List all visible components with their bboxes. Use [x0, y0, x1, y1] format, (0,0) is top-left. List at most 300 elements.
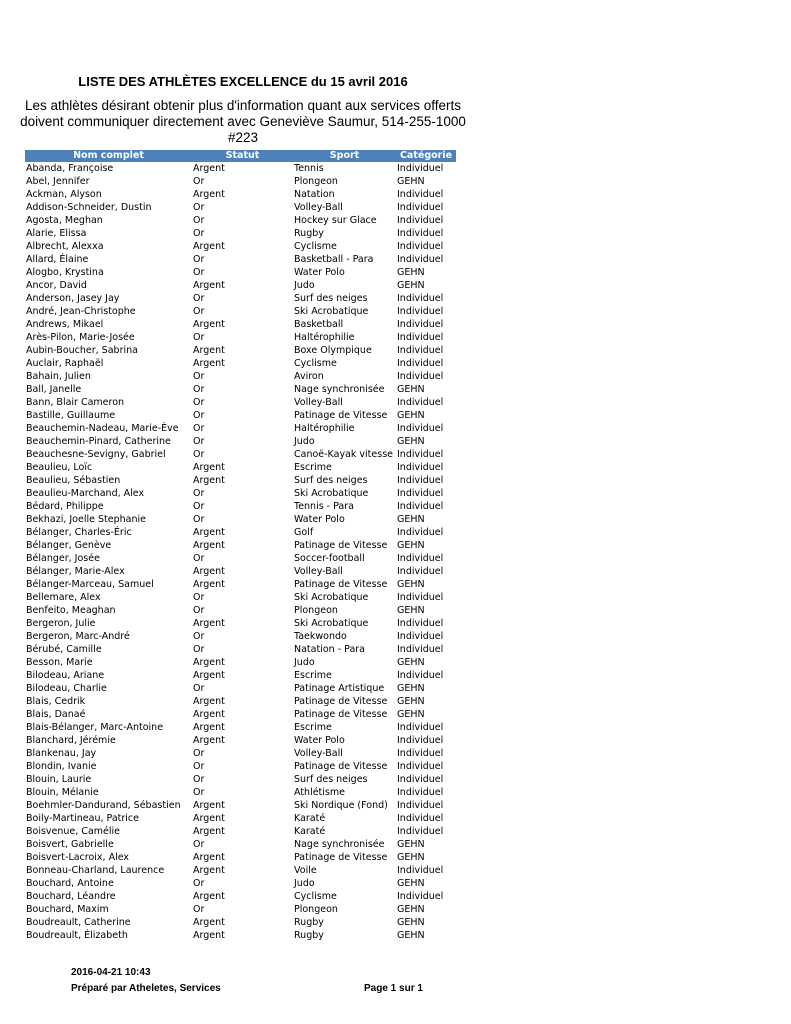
cell-categorie: GEHN — [397, 878, 425, 889]
table-row — [25, 526, 456, 539]
cell-nom-complet: Ball, Janelle — [26, 384, 82, 395]
cell-categorie: Individuel — [397, 202, 444, 213]
cell-sport: Surf des neiges — [294, 475, 368, 486]
cell-statut: Argent — [193, 865, 225, 876]
cell-categorie: GEHN — [397, 280, 425, 291]
cell-nom-complet: Bédard, Philippe — [26, 501, 104, 512]
cell-statut: Or — [193, 332, 205, 343]
cell-nom-complet: Beauchemin-Pinard, Catherine — [26, 436, 171, 447]
cell-categorie: GEHN — [397, 930, 425, 941]
table-row — [25, 318, 456, 331]
table-row — [25, 292, 456, 305]
cell-nom-complet: Arès-Pilon, Marie-Josée — [26, 332, 135, 343]
cell-sport: Volley-Ball — [294, 748, 343, 759]
table-row — [25, 201, 456, 214]
cell-sport: Judo — [294, 436, 315, 447]
cell-nom-complet: Bonneau-Charland, Laurence — [26, 865, 165, 876]
table-row — [25, 305, 456, 318]
cell-statut: Or — [193, 254, 205, 265]
cell-statut: Argent — [193, 280, 225, 291]
cell-sport: Escrime — [294, 670, 332, 681]
cell-categorie: Individuel — [397, 527, 444, 538]
cell-nom-complet: Bélanger, Genève — [26, 540, 112, 551]
cell-sport: Volley-Ball — [294, 202, 343, 213]
cell-nom-complet: Bellemare, Alex — [26, 592, 101, 603]
cell-sport: Golf — [294, 527, 314, 538]
cell-sport: Haltérophilie — [294, 423, 355, 434]
cell-categorie: Individuel — [397, 865, 444, 876]
cell-categorie: GEHN — [397, 410, 425, 421]
cell-statut: Or — [193, 202, 205, 213]
cell-statut: Or — [193, 553, 205, 564]
cell-sport: Ski Nordique (Fond) — [294, 800, 388, 811]
cell-sport: Cyclisme — [294, 241, 337, 252]
cell-statut: Argent — [193, 189, 225, 200]
table-row — [25, 253, 456, 266]
cell-categorie: Individuel — [397, 345, 444, 356]
cell-nom-complet: Blais, Cedrik — [26, 696, 86, 707]
cell-nom-complet: Aubin-Boucher, Sabrina — [26, 345, 138, 356]
cell-nom-complet: Bouchard, Léandre — [26, 891, 116, 902]
cell-categorie: Individuel — [397, 800, 444, 811]
cell-sport: Judo — [294, 280, 315, 291]
cell-categorie: Individuel — [397, 423, 444, 434]
cell-statut: Or — [193, 904, 205, 915]
table-row — [25, 188, 456, 201]
cell-nom-complet: Blanchard, Jérémie — [26, 735, 116, 746]
cell-nom-complet: Bélanger-Marceau, Samuel — [26, 579, 154, 590]
cell-categorie: Individuel — [397, 722, 444, 733]
cell-categorie: Individuel — [397, 644, 444, 655]
cell-sport: Basketball — [294, 319, 344, 330]
table-row — [25, 474, 456, 487]
cell-statut: Or — [193, 215, 205, 226]
table-row — [25, 682, 456, 695]
cell-nom-complet: Alogbo, Krystina — [26, 267, 104, 278]
cell-statut: Or — [193, 397, 205, 408]
cell-nom-complet: Abanda, Françoise — [26, 163, 114, 174]
cell-statut: Argent — [193, 540, 225, 551]
cell-categorie: GEHN — [397, 683, 425, 694]
cell-categorie: Individuel — [397, 891, 444, 902]
table-row — [25, 825, 456, 838]
cell-nom-complet: Ackman, Alyson — [26, 189, 102, 200]
table-row — [25, 890, 456, 903]
cell-sport: Escrime — [294, 722, 332, 733]
cell-categorie: Individuel — [397, 748, 444, 759]
cell-statut: Argent — [193, 241, 225, 252]
cell-statut: Argent — [193, 722, 225, 733]
cell-statut: Argent — [193, 618, 225, 629]
cell-statut: Or — [193, 592, 205, 603]
cell-statut: Or — [193, 787, 205, 798]
table-row — [25, 630, 456, 643]
cell-statut: Or — [193, 384, 205, 395]
cell-categorie: Individuel — [397, 787, 444, 798]
cell-nom-complet: Bahain, Julien — [26, 371, 91, 382]
cell-statut: Argent — [193, 566, 225, 577]
cell-sport: Rugby — [294, 917, 324, 928]
cell-nom-complet: Bergeron, Marc-André — [26, 631, 130, 642]
cell-nom-complet: Beaulieu-Marchand, Alex — [26, 488, 145, 499]
cell-nom-complet: Boily-Martineau, Patrice — [26, 813, 139, 824]
cell-sport: Hockey sur Glace — [294, 215, 377, 226]
table-row — [25, 851, 456, 864]
cell-statut: Or — [193, 761, 205, 772]
table-row — [25, 227, 456, 240]
cell-categorie: Individuel — [397, 163, 444, 174]
table-row — [25, 162, 456, 175]
cell-categorie: Individuel — [397, 488, 444, 499]
cell-statut: Or — [193, 423, 205, 434]
cell-nom-complet: Bilodeau, Ariane — [26, 670, 105, 681]
cell-sport: Cyclisme — [294, 358, 337, 369]
subtitle-line-2: doivent communiquer directement avec Geneviève Saumur, 514-255-1000 — [20, 114, 466, 129]
cell-nom-complet: Allard, Élaine — [26, 254, 89, 265]
cell-nom-complet: Bouchard, Maxim — [26, 904, 109, 915]
cell-categorie: GEHN — [397, 540, 425, 551]
cell-statut: Argent — [193, 319, 225, 330]
cell-statut: Argent — [193, 527, 225, 538]
cell-nom-complet: Bilodeau, Charlie — [26, 683, 107, 694]
table-row — [25, 279, 456, 292]
column-header-categorie: Catégorie — [396, 150, 456, 162]
cell-categorie: Individuel — [397, 319, 444, 330]
cell-nom-complet: Bouchard, Antoine — [26, 878, 114, 889]
cell-sport: Ski Acrobatique — [294, 592, 369, 603]
table-row — [25, 643, 456, 656]
cell-statut: Argent — [193, 345, 225, 356]
cell-sport: Judo — [294, 878, 315, 889]
table-row — [25, 214, 456, 227]
table-row — [25, 331, 456, 344]
cell-nom-complet: Boisvert, Gabrielle — [26, 839, 114, 850]
cell-categorie: Individuel — [397, 254, 444, 265]
table-row — [25, 578, 456, 591]
table-row — [25, 916, 456, 929]
cell-sport: Volley-Ball — [294, 397, 343, 408]
cell-sport: Aviron — [294, 371, 324, 382]
table-row — [25, 864, 456, 877]
cell-statut: Or — [193, 488, 205, 499]
cell-statut: Or — [193, 501, 205, 512]
cell-nom-complet: Besson, Marie — [26, 657, 93, 668]
cell-categorie: Individuel — [397, 631, 444, 642]
cell-sport: Soccer-football — [294, 553, 365, 564]
cell-statut: Argent — [193, 579, 225, 590]
table-row — [25, 240, 456, 253]
cell-statut: Or — [193, 176, 205, 187]
table-row — [25, 591, 456, 604]
cell-categorie: Individuel — [397, 826, 444, 837]
cell-sport: Ski Acrobatique — [294, 618, 369, 629]
cell-statut: Argent — [193, 670, 225, 681]
cell-sport: Plongeon — [294, 176, 338, 187]
cell-nom-complet: Blouin, Laurie — [26, 774, 92, 785]
cell-statut: Argent — [193, 462, 225, 473]
cell-sport: Rugby — [294, 228, 324, 239]
cell-statut: Argent — [193, 852, 225, 863]
cell-nom-complet: Alarie, Elissa — [26, 228, 87, 239]
cell-nom-complet: Abel, Jennifer — [26, 176, 90, 187]
table-row — [25, 370, 456, 383]
column-header-sport: Sport — [293, 150, 396, 162]
cell-sport: Natation - Para — [294, 644, 365, 655]
cell-statut: Argent — [193, 917, 225, 928]
table-row — [25, 929, 456, 942]
column-header-nom-complet: Nom complet — [25, 150, 192, 162]
cell-sport: Patinage de Vitesse — [294, 761, 388, 772]
table-row — [25, 357, 456, 370]
table-header-row — [25, 150, 456, 162]
cell-statut: Or — [193, 631, 205, 642]
table-row — [25, 396, 456, 409]
cell-sport: Judo — [294, 657, 315, 668]
cell-categorie: Individuel — [397, 618, 444, 629]
cell-categorie: GEHN — [397, 696, 425, 707]
table-row — [25, 734, 456, 747]
cell-nom-complet: Boisvert-Lacroix, Alex — [26, 852, 130, 863]
cell-nom-complet: Blouin, Mélanie — [26, 787, 99, 798]
cell-categorie: GEHN — [397, 839, 425, 850]
table-row — [25, 409, 456, 422]
cell-statut: Argent — [193, 891, 225, 902]
cell-sport: Patinage de Vitesse — [294, 540, 388, 551]
cell-statut: Or — [193, 293, 205, 304]
cell-nom-complet: Blais, Danaé — [26, 709, 86, 720]
cell-nom-complet: Bérubé, Camille — [26, 644, 102, 655]
footer-prepared-by: Préparé par Atheletes, Services — [71, 983, 221, 994]
cell-statut: Argent — [193, 735, 225, 746]
cell-categorie: Individuel — [397, 358, 444, 369]
cell-statut: Argent — [193, 696, 225, 707]
cell-sport: Natation — [294, 189, 335, 200]
cell-nom-complet: Beauchesne-Sevigny, Gabriel — [26, 449, 166, 460]
subtitle-line-1: Les athlètes désirant obtenir plus d'information quant aux services offerts — [24, 98, 462, 113]
table-body — [25, 162, 456, 942]
cell-categorie: GEHN — [397, 657, 425, 668]
cell-nom-complet: Agosta, Meghan — [26, 215, 103, 226]
cell-sport: Water Polo — [294, 267, 345, 278]
cell-categorie: GEHN — [397, 605, 425, 616]
table-row — [25, 487, 456, 500]
table-row — [25, 175, 456, 188]
cell-nom-complet: Boehmler-Dandurand, Sébastien — [26, 800, 181, 811]
cell-sport: Patinage de Vitesse — [294, 709, 388, 720]
cell-statut: Argent — [193, 800, 225, 811]
cell-sport: Tennis - Para — [294, 501, 354, 512]
cell-nom-complet: Bélanger, Charles-Éric — [26, 527, 132, 538]
cell-categorie: Individuel — [397, 332, 444, 343]
cell-sport: Canoë-Kayak vitesse — [294, 449, 393, 460]
table-row — [25, 422, 456, 435]
cell-nom-complet: Bastille, Guillaume — [26, 410, 116, 421]
cell-categorie: GEHN — [397, 384, 425, 395]
cell-sport: Patinage de Vitesse — [294, 579, 388, 590]
cell-statut: Argent — [193, 813, 225, 824]
table-row — [25, 773, 456, 786]
table-row — [25, 617, 456, 630]
cell-categorie: Individuel — [397, 592, 444, 603]
cell-categorie: Individuel — [397, 813, 444, 824]
cell-sport: Water Polo — [294, 735, 345, 746]
table-row — [25, 266, 456, 279]
cell-categorie: Individuel — [397, 293, 444, 304]
cell-statut: Or — [193, 410, 205, 421]
cell-statut: Argent — [193, 358, 225, 369]
cell-categorie: GEHN — [397, 852, 425, 863]
table-row — [25, 747, 456, 760]
table-row — [25, 461, 456, 474]
cell-statut: Or — [193, 228, 205, 239]
table-row — [25, 786, 456, 799]
table-row — [25, 344, 456, 357]
cell-nom-complet: Blankenau, Jay — [26, 748, 97, 759]
cell-nom-complet: Albrecht, Alexxa — [26, 241, 104, 252]
cell-sport: Plongeon — [294, 904, 338, 915]
cell-categorie: Individuel — [397, 371, 444, 382]
cell-nom-complet: Boudreault, Élizabeth — [26, 930, 128, 941]
table-row — [25, 903, 456, 916]
cell-nom-complet: Boudreault, Catherine — [26, 917, 131, 928]
cell-categorie: Individuel — [397, 670, 444, 681]
cell-sport: Volley-Ball — [294, 566, 343, 577]
cell-categorie: Individuel — [397, 774, 444, 785]
cell-sport: Water Polo — [294, 514, 345, 525]
cell-sport: Taekwondo — [294, 631, 347, 642]
cell-categorie: Individuel — [397, 475, 444, 486]
cell-sport: Surf des neiges — [294, 293, 368, 304]
cell-sport: Patinage de Vitesse — [294, 410, 388, 421]
cell-nom-complet: Beauchemin-Nadeau, Marie-Ève — [26, 423, 179, 434]
table-row — [25, 799, 456, 812]
cell-sport: Basketball - Para — [294, 254, 374, 265]
cell-statut: Argent — [193, 930, 225, 941]
cell-sport: Patinage de Vitesse — [294, 696, 388, 707]
table-row — [25, 695, 456, 708]
cell-sport: Nage synchronisée — [294, 384, 385, 395]
cell-statut: Or — [193, 683, 205, 694]
cell-categorie: GEHN — [397, 514, 425, 525]
cell-categorie: Individuel — [397, 566, 444, 577]
cell-categorie: GEHN — [397, 436, 425, 447]
cell-sport: Tennis — [294, 163, 324, 174]
cell-nom-complet: Ancor, David — [26, 280, 87, 291]
cell-statut: Argent — [193, 163, 225, 174]
cell-categorie: Individuel — [397, 501, 444, 512]
cell-sport: Ski Acrobatique — [294, 306, 369, 317]
table-row — [25, 708, 456, 721]
cell-statut: Argent — [193, 475, 225, 486]
cell-statut: Or — [193, 748, 205, 759]
cell-sport: Nage synchronisée — [294, 839, 385, 850]
footer-page-number: Page 1 sur 1 — [364, 983, 423, 994]
cell-nom-complet: André, Jean-Christophe — [26, 306, 136, 317]
cell-sport: Surf des neiges — [294, 774, 368, 785]
cell-statut: Or — [193, 878, 205, 889]
cell-nom-complet: Boisvenue, Camélie — [26, 826, 120, 837]
cell-categorie: Individuel — [397, 215, 444, 226]
cell-nom-complet: Bélanger, Marie-Alex — [26, 566, 125, 577]
table-row — [25, 669, 456, 682]
cell-nom-complet: Andrews, Mikael — [26, 319, 104, 330]
cell-statut: Argent — [193, 657, 225, 668]
cell-statut: Or — [193, 306, 205, 317]
table-row — [25, 656, 456, 669]
cell-statut: Argent — [193, 709, 225, 720]
table-row — [25, 383, 456, 396]
cell-nom-complet: Bergeron, Julie — [26, 618, 96, 629]
cell-statut: Or — [193, 514, 205, 525]
cell-categorie: Individuel — [397, 761, 444, 772]
cell-statut: Or — [193, 449, 205, 460]
cell-nom-complet: Beaulieu, Sébastien — [26, 475, 121, 486]
table-row — [25, 604, 456, 617]
table-row — [25, 721, 456, 734]
cell-sport: Patinage de Vitesse — [294, 852, 388, 863]
cell-categorie: Individuel — [397, 462, 444, 473]
cell-sport: Rugby — [294, 930, 324, 941]
cell-sport: Plongeon — [294, 605, 338, 616]
cell-categorie: GEHN — [397, 917, 425, 928]
table-row — [25, 760, 456, 773]
table-row — [25, 877, 456, 890]
cell-sport: Athlétisme — [294, 787, 345, 798]
cell-statut: Or — [193, 839, 205, 850]
table-row — [25, 448, 456, 461]
cell-categorie: Individuel — [397, 189, 444, 200]
cell-categorie: Individuel — [397, 553, 444, 564]
cell-nom-complet: Auclair, Raphaël — [26, 358, 104, 369]
table-row — [25, 513, 456, 526]
table-row — [25, 539, 456, 552]
cell-sport: Boxe Olympique — [294, 345, 372, 356]
cell-categorie: Individuel — [397, 228, 444, 239]
cell-sport: Voile — [294, 865, 317, 876]
cell-nom-complet: Bélanger, Josée — [26, 553, 100, 564]
cell-statut: Or — [193, 774, 205, 785]
cell-categorie: Individuel — [397, 241, 444, 252]
cell-categorie: GEHN — [397, 267, 425, 278]
cell-categorie: Individuel — [397, 735, 444, 746]
cell-sport: Karaté — [294, 826, 326, 837]
table-row — [25, 500, 456, 513]
cell-sport: Karaté — [294, 813, 326, 824]
cell-nom-complet: Addison-Schneider, Dustin — [26, 202, 152, 213]
cell-nom-complet: Bekhazi, Joelle Stephanie — [26, 514, 146, 525]
cell-statut: Argent — [193, 826, 225, 837]
cell-sport: Haltérophilie — [294, 332, 355, 343]
cell-nom-complet: Benfeito, Meaghan — [26, 605, 116, 616]
cell-categorie: Individuel — [397, 397, 444, 408]
cell-categorie: Individuel — [397, 306, 444, 317]
table-row — [25, 838, 456, 851]
table-row — [25, 552, 456, 565]
cell-nom-complet: Blondin, Ivanie — [26, 761, 97, 772]
cell-sport: Patinage Artistique — [294, 683, 385, 694]
subtitle — [20, 98, 466, 146]
page-title: LISTE DES ATHLÈTES EXCELLENCE du 15 avril 2016 — [78, 74, 408, 89]
cell-sport: Cyclisme — [294, 891, 337, 902]
subtitle-line-3: #223 — [227, 130, 259, 145]
cell-statut: Or — [193, 605, 205, 616]
cell-categorie: Individuel — [397, 449, 444, 460]
cell-statut: Or — [193, 267, 205, 278]
footer-date: 2016-04-21 10:43 — [71, 967, 151, 978]
cell-nom-complet: Bann, Blair Cameron — [26, 397, 125, 408]
cell-statut: Or — [193, 436, 205, 447]
table-row — [25, 435, 456, 448]
